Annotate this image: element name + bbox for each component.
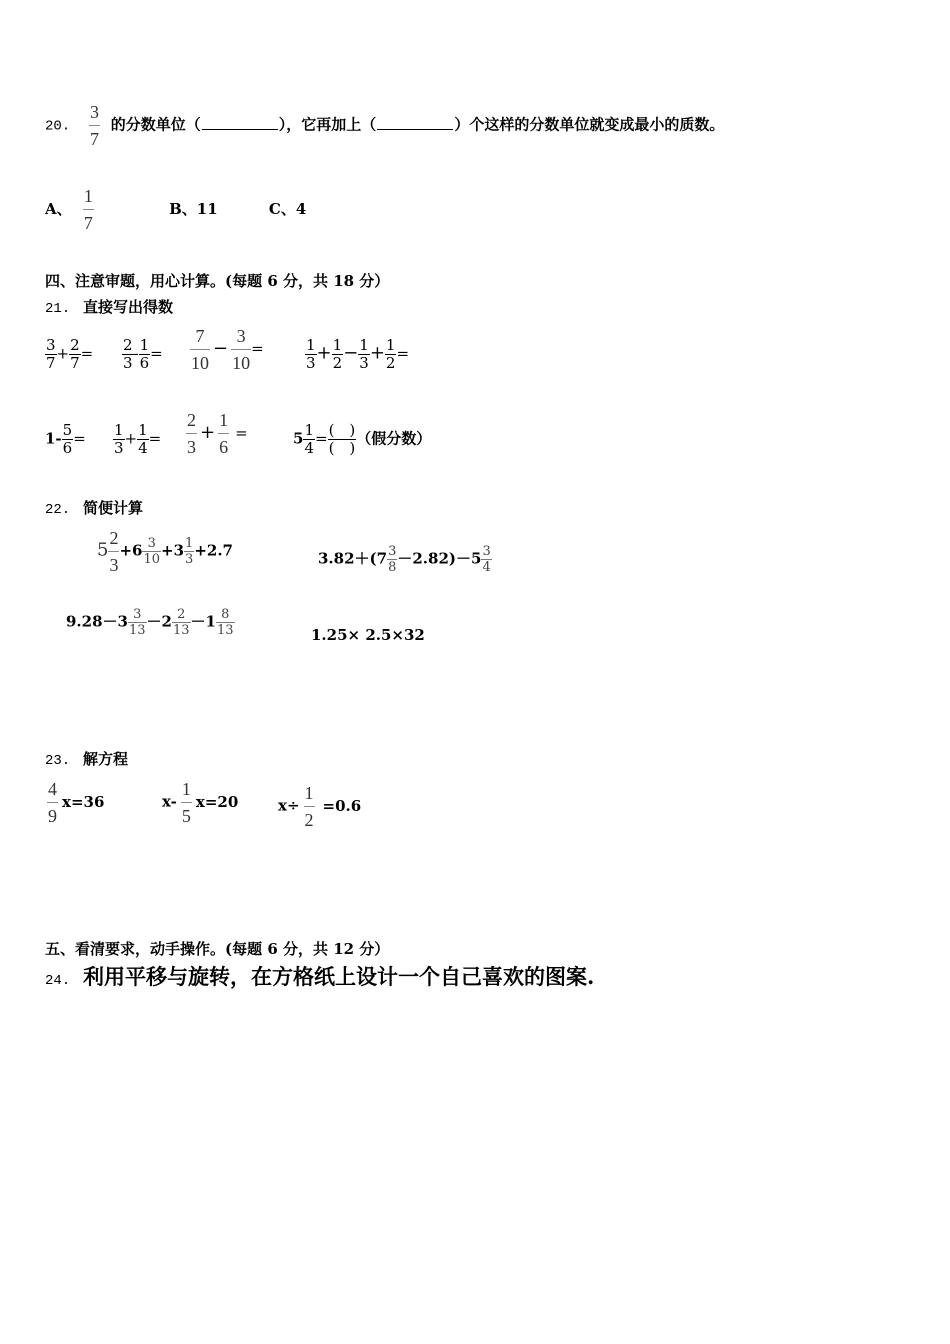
question-21-title: 21. 直接写出得数 bbox=[45, 298, 174, 317]
expression-8: 5 $\frac{1}{4}$ = $\frac{( )}{( )}$ （假分数） bbox=[293, 421, 432, 457]
question-number: 20. bbox=[45, 118, 71, 135]
expression-4: $\frac{1}{3}$ + $\frac{1}{2}$ − $\frac{1}{3}$ + $\frac{1}{2}$ = bbox=[306, 336, 410, 372]
expression-22-3: 9.28－3 $\frac{3}{13}$ －2 $\frac{2}{13}$ －1 $\frac{8}{13}$ bbox=[66, 607, 234, 638]
equation-3: x÷ $\frac{1}{2}$ =0.6 bbox=[278, 783, 362, 830]
expression-3: $\frac{7}{10}$ − $\frac{3}{10}$ = bbox=[191, 326, 264, 373]
q20-options bbox=[45, 187, 306, 232]
expression-22-2: 3.82＋(7 $\frac{3}{8}$ －2.82)－5 $\frac{3}{4}$ bbox=[318, 544, 491, 575]
equation-1: $\frac{4}{9}$ x=36 bbox=[48, 779, 105, 826]
equation-2: x- $\frac{1}{5}$ x=20 bbox=[162, 779, 239, 826]
fraction: $\frac{1}{7}$ bbox=[83, 186, 93, 233]
expression-2: $\frac{2}{3}$ - $\frac{1}{6}$ = bbox=[123, 336, 163, 372]
expression-22-4: 1.25× 2.5×32 bbox=[311, 626, 425, 644]
expression-5: 1- $\frac{5}{6}$ = bbox=[45, 421, 86, 457]
answer-blank-1[interactable] bbox=[202, 129, 278, 130]
answer-fraction[interactable]: $\frac{( )}{( )}$ bbox=[328, 421, 356, 457]
option-a[interactable]: A、 $\frac{1}{7}$ bbox=[45, 186, 93, 233]
answer-blank-2[interactable] bbox=[377, 129, 453, 130]
option-c[interactable]: C、4 bbox=[268, 199, 307, 218]
expression-1: $\frac{3}{7}$ + $\frac{2}{7}$ = bbox=[46, 336, 94, 372]
section-4-title: 四、注意审题，用心计算。(每题 6 分，共 18 分） bbox=[45, 272, 390, 290]
section-5-title: 五、看清要求，动手操作。(每题 6 分，共 12 分） bbox=[45, 940, 390, 958]
question-20: 20. $\frac{3}{7}$ 的分数单位（ ），它再加上（ ）个这样的分数单位就变成最小的质数。 bbox=[45, 102, 725, 149]
expression-6: $\frac{1}{3}$ + $\frac{1}{4}$ = bbox=[114, 421, 162, 457]
question-22-title: 22. 简便计算 bbox=[45, 499, 144, 518]
question-23-title: 23. 解方程 bbox=[45, 750, 129, 769]
option-b[interactable]: B、11 bbox=[169, 199, 218, 218]
expression-22-1: 5 $\frac{2}{3}$ +6 $\frac{3}{10}$ +3 $\frac{1}{3}$ +2.7 bbox=[97, 528, 233, 575]
expression-7: $\frac{2}{3}$ + $\frac{1}{6}$ = bbox=[187, 410, 248, 457]
fraction: $\frac{3}{7}$ bbox=[90, 102, 99, 149]
question-24: 24. 利用平移与旋转，在方格纸上设计一个自己喜欢的图案. bbox=[45, 964, 595, 989]
